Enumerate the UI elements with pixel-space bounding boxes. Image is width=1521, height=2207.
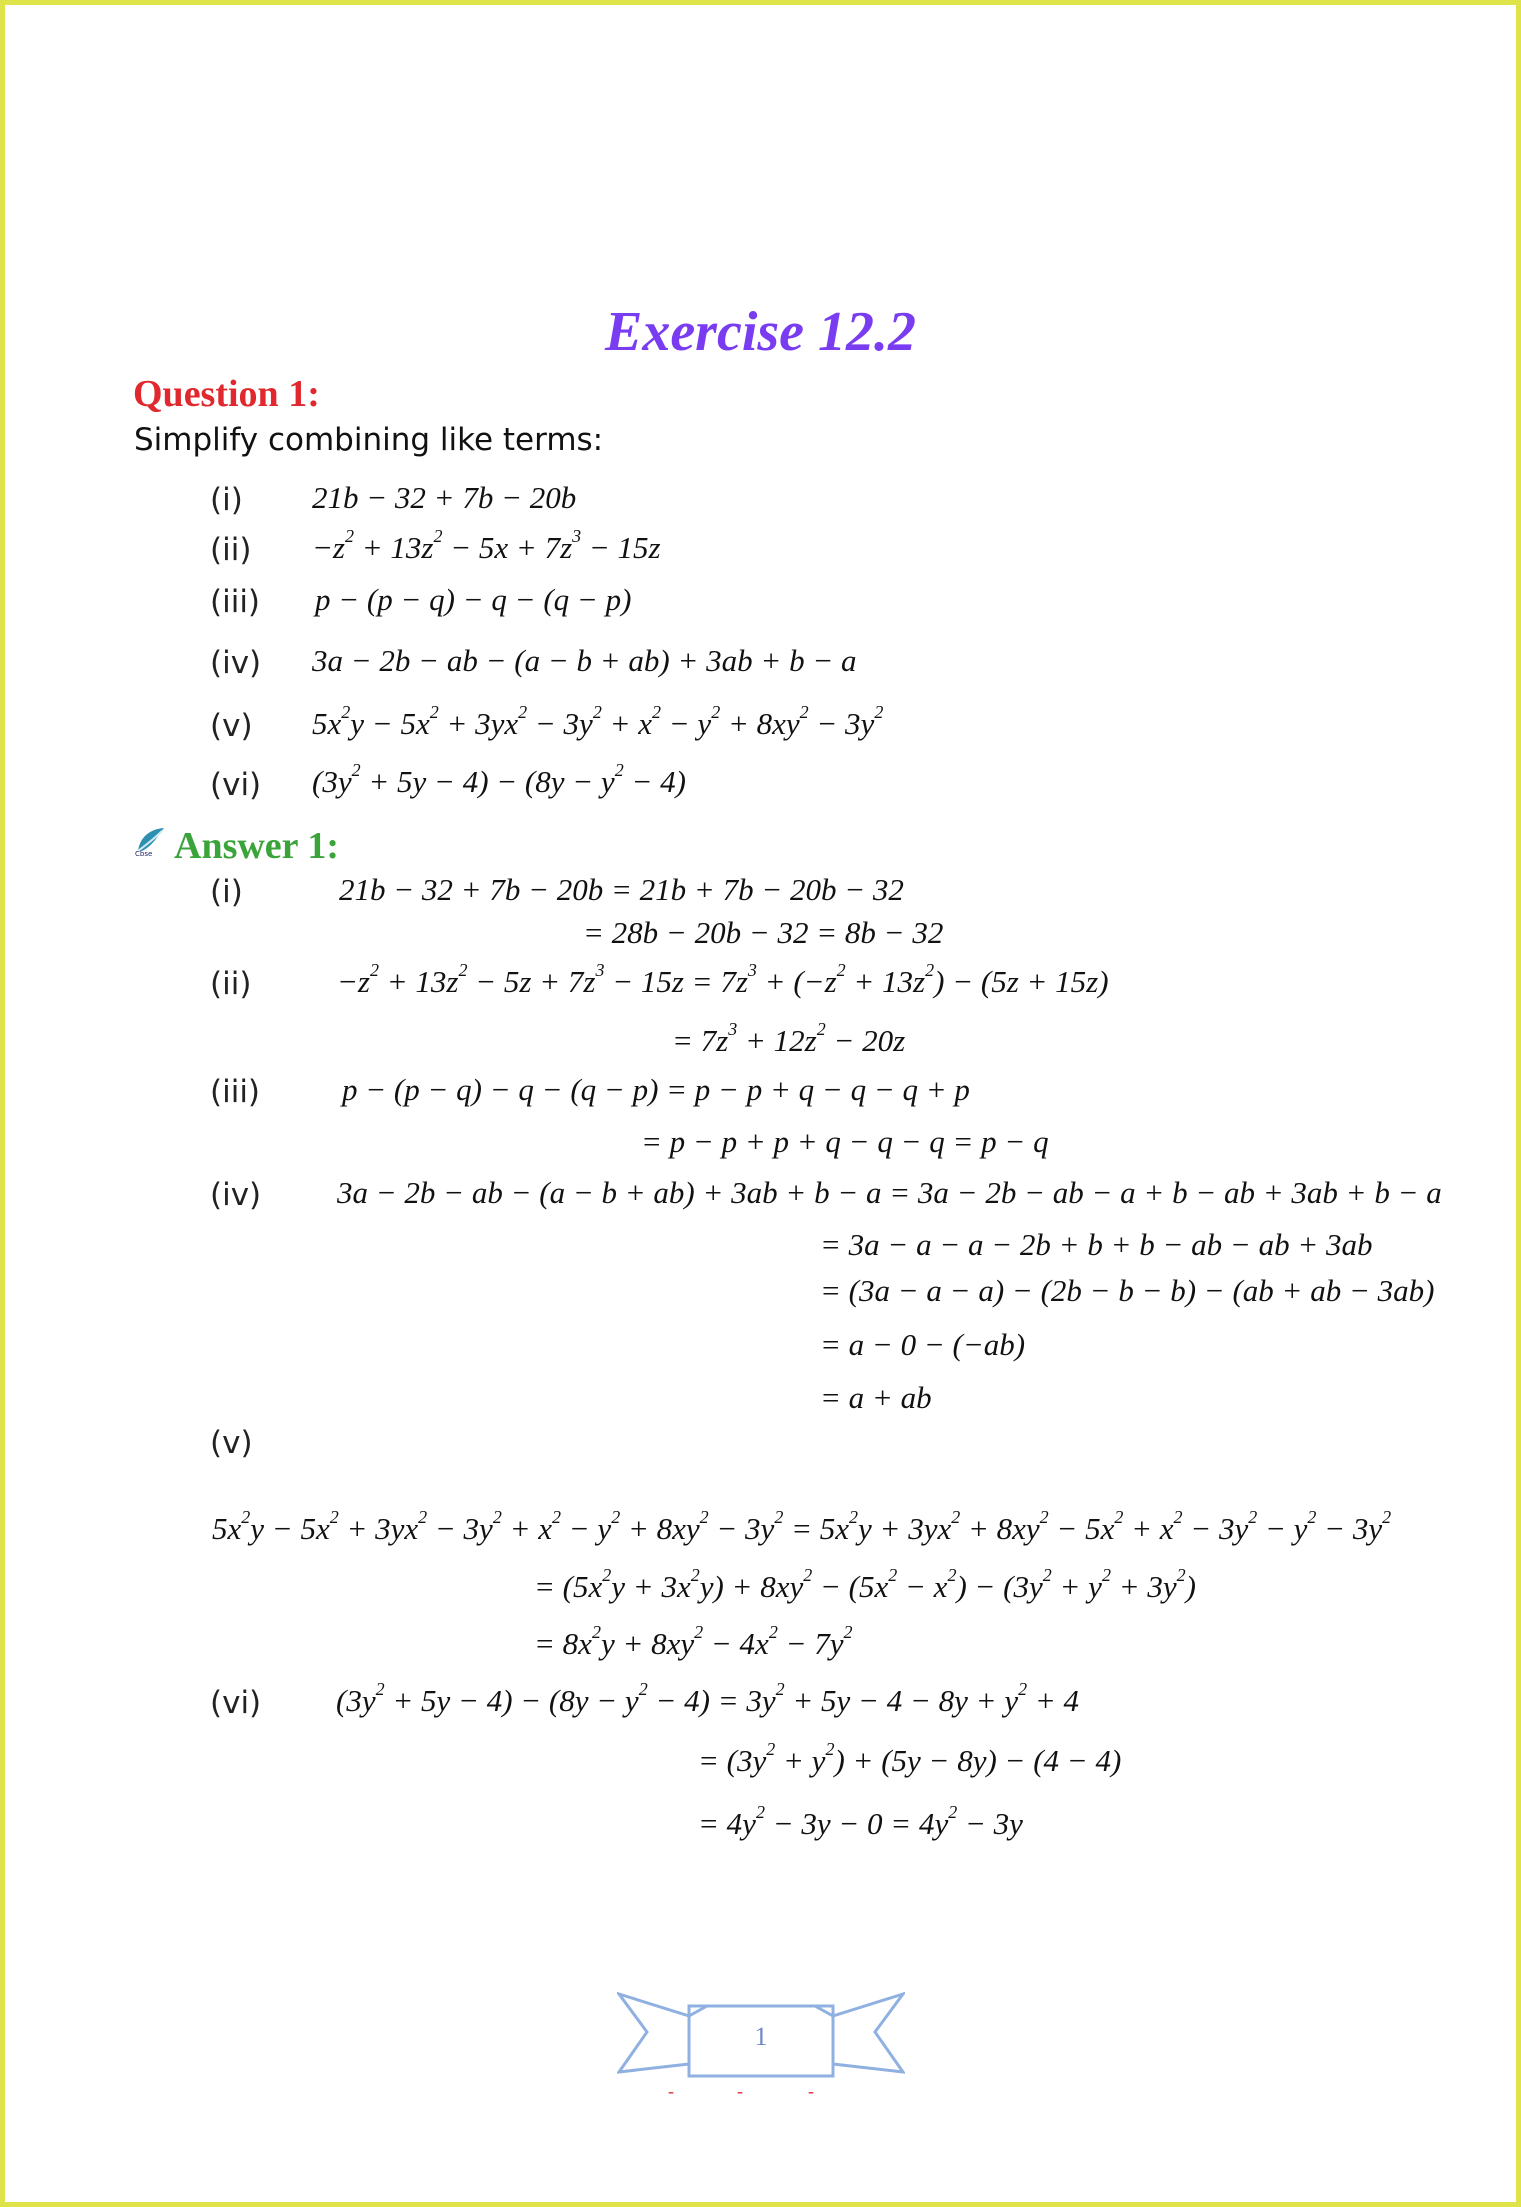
answer-step: = a + ab <box>820 1380 932 1415</box>
question-part-label: (vi) <box>210 767 262 803</box>
answer-step: $(3y^2 + 5y - 4) - (8y - y^2 - 4) = 3y^2 + 5y - 4 - 8y + y^2 + 4$ <box>336 1678 1080 1718</box>
answer-part-label: (vi) <box>210 1685 262 1721</box>
footer-dash: - <box>808 2081 814 2101</box>
leaf-logo-icon <box>134 825 168 857</box>
question-part-label: (iv) <box>210 645 262 681</box>
answer-step: p − (p − q) − q − (q − p) = p − p + q − q − q + p <box>342 1072 970 1107</box>
answer-step: = $7z^3 + 12z^2 - 20z$ <box>672 1018 906 1058</box>
answer-step: 21b − 32 + 7b − 20b = 21b + 7b − 20b − 32 <box>339 872 904 907</box>
answer-step: = $(5x^2y + 3x^2y) + 8xy^2 - (5x^2 - x^2) - (3y^2 + y^2 + 3y^2)$ <box>534 1564 1196 1604</box>
question-part-expression: $-z^2 + 13z^2 - 5x + 7z^3 - 15z$ <box>312 525 661 565</box>
question-part-expression: 3a − 2b − ab − (a − b + ab) + 3ab + b − a <box>312 643 857 678</box>
answer-step: = 3a − a − a − 2b + b + b − ab − ab + 3ab <box>820 1227 1373 1262</box>
footer-dash: - <box>668 2081 674 2101</box>
question-instruction: Simplify combining like terms: <box>134 422 604 458</box>
footer-dash: - <box>737 2081 743 2101</box>
answer-part-label: (ii) <box>210 966 252 1002</box>
answer-step: 3a − 2b − ab − (a − b + ab) + 3ab + b − a = 3a − 2b − ab − a + b − ab + 3ab + b − a <box>337 1175 1442 1210</box>
question-part-label: (iii) <box>210 584 261 620</box>
answer-step: = (3a − a − a) − (2b − b − b) − (ab + ab − 3ab) <box>820 1273 1435 1308</box>
answer-step: = p − p + p + q − q − q = p − q <box>641 1124 1049 1159</box>
exercise-title: Exercise 12.2 <box>604 301 917 363</box>
question-part-expression: p − (p − q) − q − (q − p) <box>315 582 632 617</box>
answer-step: $5x^2y - 5x^2 + 3yx^2 - 3y^2 + x^2 - y^2 + 8xy^2 - 3y^2 = 5x^2y + 3yx^2 + 8xy^2 - 5x^2 + x^2 - 3y^2 - y^2 - 3y^2$ <box>212 1506 1392 1546</box>
answer-step: = a − 0 − (−ab) <box>820 1327 1026 1362</box>
answer-step: = 28b − 20b − 32 = 8b − 32 <box>583 915 944 950</box>
question-part-expression: 21b − 32 + 7b − 20b <box>312 480 577 515</box>
answer-part-label: (iv) <box>210 1177 262 1213</box>
question-part-label: (v) <box>210 708 253 744</box>
answer-heading: Answer 1: <box>174 825 340 867</box>
answer-step: = $4y^2 - 3y - 0 = 4y^2 - 3y$ <box>698 1801 1023 1841</box>
answer-step: $-z^2 + 13z^2 - 5z + 7z^3 - 15z = 7z^3 + (-z^2 + 13z^2) - (5z + 15z)$ <box>337 959 1109 999</box>
question-part-label: (ii) <box>210 532 252 568</box>
page-number: 1 <box>754 2022 768 2051</box>
answer-step: = $(3y^2 + y^2) + (5y - 8y) - (4 - 4)$ <box>698 1738 1122 1778</box>
svg-text:Cbse: Cbse <box>135 850 153 857</box>
question-part-expression: $(3y^2 + 5y - 4) - (8y - y^2 - 4)$ <box>312 759 686 799</box>
answer-step: = $8x^2y + 8xy^2 - 4x^2 - 7y^2$ <box>534 1621 853 1661</box>
question-part-label: (i) <box>210 482 243 518</box>
question-part-expression: $5x^2y - 5x^2 + 3yx^2 - 3y^2 + x^2 - y^2 + 8xy^2 - 3y^2$ <box>312 701 884 741</box>
question-heading: Question 1: <box>133 373 320 415</box>
answer-part-label: (i) <box>210 874 243 910</box>
answer-part-label: (v) <box>210 1425 253 1461</box>
answer-part-label: (iii) <box>210 1074 261 1110</box>
